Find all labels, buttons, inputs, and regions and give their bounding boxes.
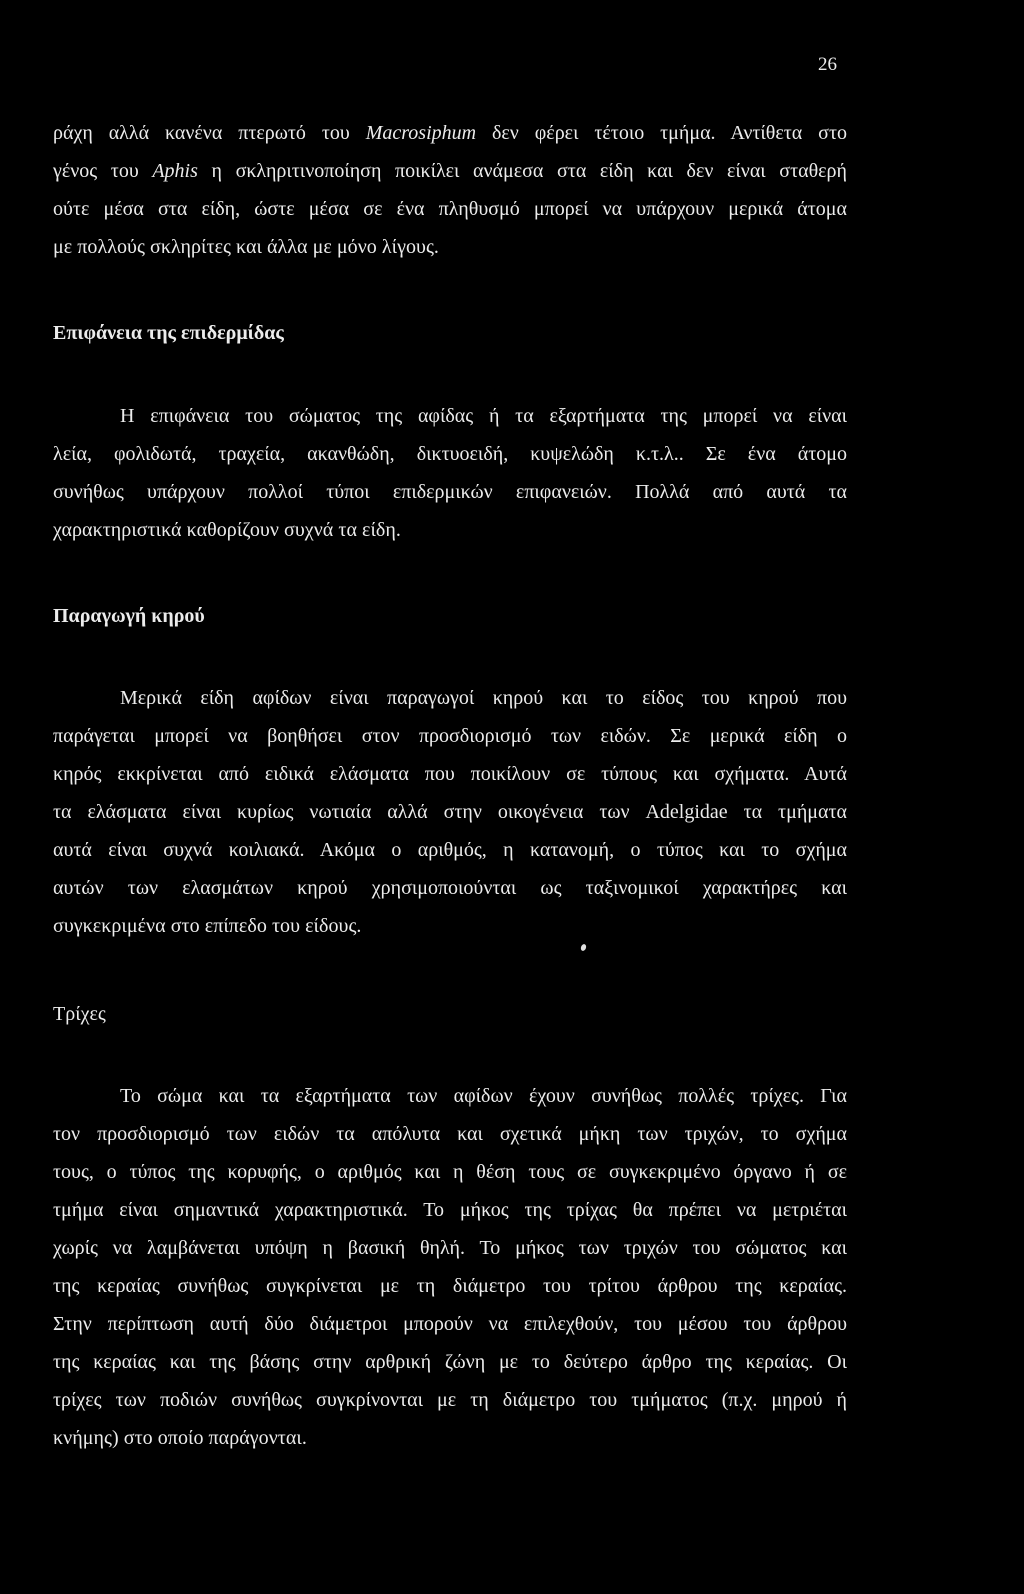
paragraph-1-line-4: με πολλούς σκληρίτες και άλλα με μόνο λίγους. [53, 236, 439, 258]
section-1-line-2: λεία, φολιδωτά, τραχεία, ακανθώδη, δικτυοειδή, κυψελώδη κ.τ.λ.. Σε ένα άτομο [53, 443, 847, 465]
section-3-line-4: τμήμα είναι σημαντικά χαρακτηριστικά. Το μήκος της τρίχας θα πρέπει να μετριέται [53, 1199, 847, 1221]
genus-name-italic: Macrosiphum [365, 122, 477, 144]
section-3-line-2: τον προσδιορισμό των ειδών τα απόλυτα και σχετικά μήκη των τριχών, το σχήμα [53, 1123, 847, 1145]
text-run: ράχη αλλά κανένα πτερωτό του [53, 122, 366, 144]
section-heading-hairs: Τρίχες [53, 1003, 106, 1025]
section-2-line-4: τα ελάσματα είναι κυρίως νωτιαία αλλά στην οικογένεια των Adelgidae τα τμήματα [53, 801, 847, 823]
scan-speck [580, 943, 587, 951]
section-1-line-3: συνήθως υπάρχουν πολλοί τύποι επιδερμικών επιφανειών. Πολλά από αυτά τα [53, 481, 847, 503]
paragraph-1-line-3: ούτε μέσα στα είδη, ώστε μέσα σε ένα πληθυσμό μπορεί να υπάρχουν μερικά άτομα [53, 198, 847, 220]
section-3-line-3: τους, ο τύπος της κορυφής, ο αριθμός και η θέση τους σε συγκεκριμένο όργανο ή σε [53, 1161, 847, 1183]
paragraph-1-line-2 [53, 159, 847, 183]
section-1-line-1: Η επιφάνεια του σώματος της αφίδας ή τα εξαρτήματα της μπορεί να είναι [120, 405, 847, 427]
paragraph-1-line-1 [53, 121, 847, 145]
page-number: 26 [818, 54, 837, 75]
section-1-line-4: χαρακτηριστικά καθορίζουν συχνά τα είδη. [53, 519, 401, 541]
section-3-line-6: της κεραίας συνήθως συγκρίνεται με τη διάμετρο του τρίτου άρθρου της κεραίας. [53, 1275, 847, 1297]
section-2-line-7: συγκεκριμένα στο επίπεδο του είδους. [53, 915, 362, 937]
section-2-line-3: κηρός εκκρίνεται από ειδικά ελάσματα που ποικίλουν σε τύπους και σχήματα. Αυτά [53, 763, 847, 785]
section-2-line-6: αυτών των ελασμάτων κηρού χρησιμοποιούνται ως ταξινομικοί χαρακτήρες και [53, 877, 847, 899]
section-3-line-9: τρίχες των ποδιών συνήθως συγκρίνονται με τη διάμετρο του τμήματος (π.χ. μηρού ή [53, 1389, 847, 1411]
text-run: γένος του [53, 160, 153, 182]
section-2-line-2: παράγεται μπορεί να βοηθήσει στον προσδιορισμό των ειδών. Σε μερικά είδη ο [53, 725, 847, 747]
text-run: η σκληριτινοποίηση ποικίλει ανάμεσα στα είδη και δεν είναι σταθερή [197, 160, 847, 182]
section-heading-wax-production: Παραγωγή κηρού [53, 605, 205, 627]
text-run: δεν φέρει τέτοιο τμήμα. Αντίθετα στο [476, 122, 848, 144]
section-3-line-8: της κεραίας και της βάσης στην αρθρική ζώνη με το δεύτερο άρθρο της κεραίας. Οι [53, 1351, 847, 1373]
section-3-line-7: Στην περίπτωση αυτή δύο διάμετροι μπορούν να επιλεχθούν, του μέσου του άρθρου [53, 1313, 847, 1335]
genus-name-italic: Aphis [152, 160, 198, 182]
section-3-line-10: κνήμης) στο οποίο παράγονται. [53, 1427, 307, 1449]
section-2-line-1: Μερικά είδη αφίδων είναι παραγωγοί κηρού και το είδος του κηρού που [120, 687, 847, 709]
section-3-line-5: χωρίς να λαμβάνεται υπόψη η βασική θηλή. Το μήκος των τριχών του σώματος και [53, 1237, 847, 1259]
section-heading-epidermis: Επιφάνεια της επιδερμίδας [53, 322, 284, 344]
section-2-line-5: αυτά είναι συχνά κοιλιακά. Ακόμα ο αριθμός, η κατανομή, ο τύπος και το σχήμα [53, 839, 847, 861]
section-3-line-1: Το σώμα και τα εξαρτήματα των αφίδων έχουν συνήθως πολλές τρίχες. Για [120, 1085, 847, 1107]
